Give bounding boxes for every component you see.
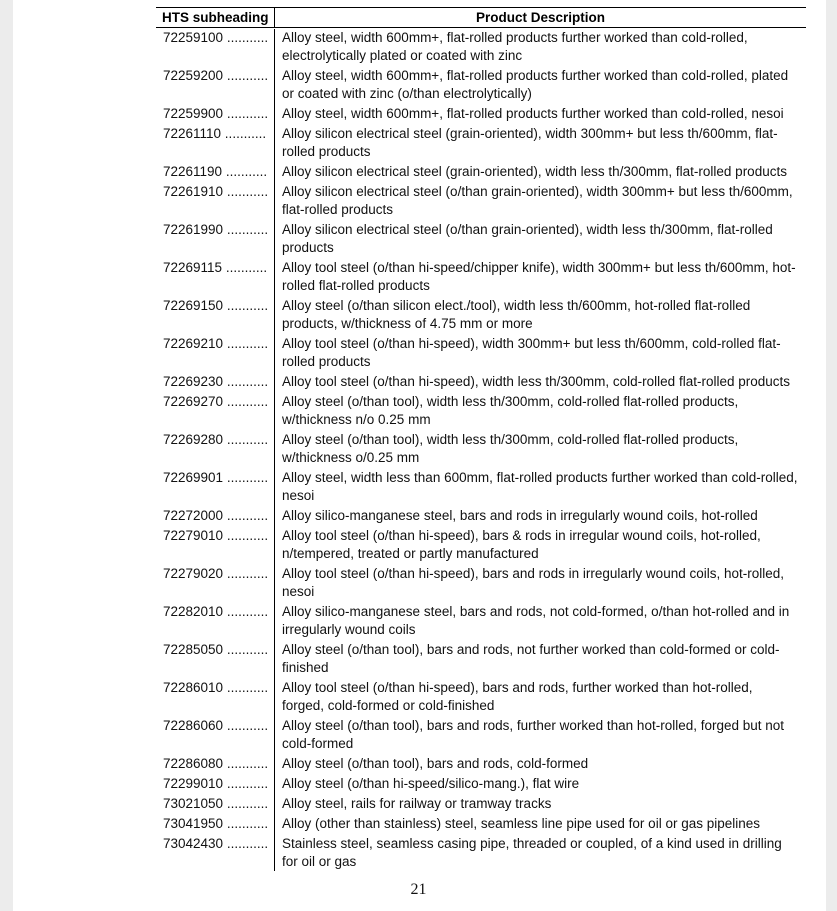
product-description: Alloy steel (o/than silicon elect./tool), width less th/600mm, hot-rolled flat-rolled products, w/thickness of 4.75 mm or more: [282, 298, 751, 331]
product-description: Alloy steel (o/than tool), width less th/300mm, cold-rolled flat-rolled products, w/thickness n/o 0.25 mm: [282, 394, 739, 427]
product-description: Alloy steel (o/than tool), bars and rods, cold-formed: [282, 756, 589, 771]
hts-code: 72261990 ...........: [163, 222, 269, 237]
product-description: Alloy silico-manganese steel, bars and rods in irregularly wound coils, hot-rolled: [282, 508, 758, 523]
hts-code: 72261190 ...........: [163, 164, 268, 179]
table-row: [156, 125, 806, 161]
table-row: [156, 335, 806, 371]
hts-code: 72261910 ...........: [163, 184, 269, 199]
table-row: [156, 795, 806, 813]
hts-code: 72269150 ...........: [163, 298, 269, 313]
hts-code: 72286060 ...........: [163, 718, 269, 733]
table-row: [156, 431, 806, 467]
product-description: Alloy silicon electrical steel (o/than grain-oriented), width less th/300mm, flat-rolled products: [282, 222, 773, 255]
table-body: [156, 29, 806, 871]
product-description: Alloy steel, rails for railway or tramway tracks: [282, 796, 552, 811]
right-gutter: [826, 0, 837, 911]
table-row: [156, 815, 806, 833]
table-row: [156, 393, 806, 429]
hts-code: 72269901 ...........: [163, 470, 269, 485]
product-description: Alloy tool steel (o/than hi-speed), width less th/300mm, cold-rolled flat-rolled products: [282, 374, 790, 389]
table-row: [156, 259, 806, 295]
hts-code: 72269115 ...........: [163, 260, 268, 275]
product-description: Alloy tool steel (o/than hi-speed), width 300mm+ but less th/600mm, cold-rolled flat-rolled products: [282, 336, 781, 369]
hts-code: 72269210 ...........: [163, 336, 269, 351]
product-description: Alloy (other than stainless) steel, seamless line pipe used for oil or gas pipelines: [282, 816, 760, 831]
table-row: [156, 775, 806, 793]
hts-code: 72282010 ...........: [163, 604, 269, 619]
hts-code: 73042430 ...........: [163, 836, 269, 851]
hts-code: 72269270 ...........: [163, 394, 269, 409]
product-description: Alloy steel (o/than tool), bars and rods, further worked than hot-rolled, forged but not cold-formed: [282, 718, 785, 751]
page-number: 21: [410, 881, 427, 898]
table-row: [156, 469, 806, 505]
product-description: Alloy silicon electrical steel (o/than grain-oriented), width 300mm+ but less th/600mm, flat-rolled products: [282, 184, 793, 217]
header-hts-subheading: HTS subheading: [162, 10, 269, 25]
table-row: [156, 717, 806, 753]
left-gutter: [0, 0, 13, 911]
hts-code: 72279020 ...........: [163, 566, 269, 581]
hts-code: 73041950 ...........: [163, 816, 269, 831]
table-row: [156, 29, 806, 65]
product-description: Alloy silicon electrical steel (grain-oriented), width 300mm+ but less th/600mm, flat-rolled products: [282, 126, 778, 159]
hts-code: 73021050 ...........: [163, 796, 269, 811]
table-header: [156, 8, 806, 28]
hts-code: 72259100 ...........: [163, 30, 269, 45]
hts-code: 72269230 ...........: [163, 374, 269, 389]
product-description: Alloy tool steel (o/than hi-speed), bars & rods in irregular wound coils, hot-rolled, n/tempered, treated or partly manufactured: [282, 528, 761, 561]
product-description: Alloy steel, width 600mm+, flat-rolled products further worked than cold-rolled, electrolytically plated or coated with zinc: [282, 30, 748, 63]
table-row: [156, 565, 806, 601]
hts-table: [156, 7, 806, 871]
product-description: Alloy steel, width 600mm+, flat-rolled products further worked than cold-rolled, plated or coated with zinc (o/than electrolytically): [282, 68, 789, 101]
product-description: Alloy steel, width 600mm+, flat-rolled products further worked than cold-rolled, nesoi: [282, 106, 784, 121]
hts-code: 72259200 ...........: [163, 68, 269, 83]
product-description: Alloy tool steel (o/than hi-speed/chipper knife), width 300mm+ but less th/600mm, hot-rolled flat-rolled products: [282, 260, 796, 293]
table-row: [156, 835, 806, 871]
table-row: [156, 603, 806, 639]
product-description: Alloy steel (o/than tool), bars and rods, not further worked than cold-formed or cold-finished: [282, 642, 780, 675]
table-row: [156, 67, 806, 103]
hts-code: 72259900 ...........: [163, 106, 269, 121]
table-row: [156, 105, 806, 123]
table-row: [156, 297, 806, 333]
table-row: [156, 755, 806, 773]
hts-code: 72286080 ...........: [163, 756, 269, 771]
table-row: [156, 641, 806, 677]
table-row: [156, 163, 806, 181]
hts-code: 72272000 ...........: [163, 508, 269, 523]
product-description: Alloy steel (o/than hi-speed/silico-mang.), flat wire: [282, 776, 580, 791]
product-description: Alloy tool steel (o/than hi-speed), bars and rods, further worked than hot-rolled, forged, cold-formed or cold-finished: [282, 680, 753, 713]
hts-code: 72261110 ...........: [163, 126, 267, 141]
table-row: [156, 527, 806, 563]
hts-code: 72285050 ...........: [163, 642, 269, 657]
product-description: Stainless steel, seamless casing pipe, threaded or coupled, of a kind used in drilling for oil or gas: [282, 836, 782, 869]
header-product-description: Product Description: [274, 8, 806, 27]
product-description: Alloy steel, width less than 600mm, flat-rolled products further worked than cold-rolled, nesoi: [282, 470, 798, 503]
table-row: [156, 373, 806, 391]
hts-code: 72269280 ...........: [163, 432, 269, 447]
table-row: [156, 679, 806, 715]
product-description: Alloy silicon electrical steel (grain-oriented), width less th/300mm, flat-rolled products: [282, 164, 787, 179]
product-description: Alloy silico-manganese steel, bars and rods, not cold-formed, o/than hot-rolled and in irregularly wound coils: [282, 604, 790, 637]
table-row: [156, 507, 806, 525]
table-row: [156, 221, 806, 257]
hts-code: 72279010 ...........: [163, 528, 269, 543]
hts-code: 72299010 ...........: [163, 776, 269, 791]
hts-code: 72286010 ...........: [163, 680, 269, 695]
product-description: Alloy steel (o/than tool), width less th/300mm, cold-rolled flat-rolled products, w/thickness o/0.25 mm: [282, 432, 739, 465]
table-row: [156, 183, 806, 219]
product-description: Alloy tool steel (o/than hi-speed), bars and rods in irregularly wound coils, hot-rolled, nesoi: [282, 566, 785, 599]
